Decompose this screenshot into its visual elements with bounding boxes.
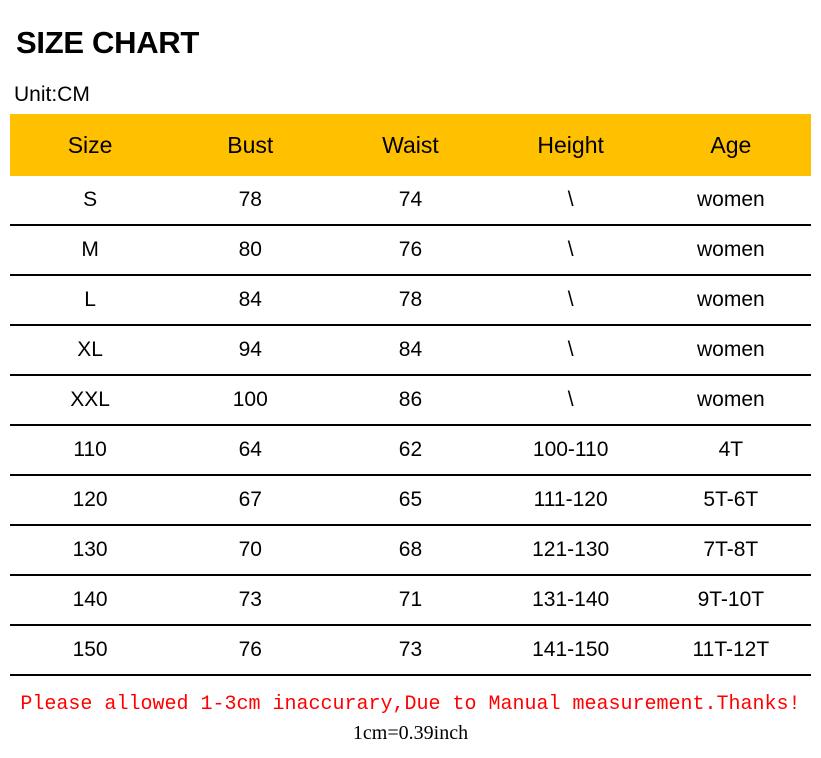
cell-size: XXL [70, 388, 110, 411]
table-row [10, 626, 811, 676]
table-header-row [10, 114, 811, 176]
cell-bust: 100 [232, 388, 268, 411]
cell-age: women [696, 338, 765, 361]
cell-size: M [81, 238, 99, 261]
cell-age: women [696, 188, 765, 211]
cell-bust: 80 [238, 238, 262, 261]
cell-bust: 67 [238, 488, 262, 511]
cell-waist: 62 [398, 438, 423, 461]
cell-height: \ [567, 338, 574, 361]
cell-age: women [696, 388, 765, 411]
cell-size: 110 [73, 438, 107, 461]
header-waist: Waist [382, 132, 439, 158]
cell-height: 141-150 [532, 638, 610, 661]
cell-waist: 74 [398, 188, 423, 211]
conversion-note: 1cm=0.39inch [352, 722, 469, 744]
cell-bust: 84 [238, 288, 262, 311]
table-row [10, 576, 811, 626]
cell-height: 100-110 [532, 438, 609, 461]
cell-age: women [696, 288, 765, 311]
table-row [10, 226, 811, 276]
cell-size: 140 [72, 588, 108, 611]
cell-waist: 76 [398, 238, 423, 261]
cell-bust: 76 [238, 638, 262, 661]
table-row [10, 426, 811, 476]
page-title: SIZE CHART [16, 25, 200, 60]
header-age: Age [710, 132, 752, 158]
cell-bust: 78 [238, 188, 262, 211]
table-row [10, 176, 811, 226]
cell-waist: 84 [398, 338, 423, 361]
cell-bust: 73 [238, 588, 262, 611]
cell-age: 4T [718, 438, 744, 461]
cell-age: 7T-8T [703, 538, 759, 561]
cell-size: 150 [72, 638, 108, 661]
header-bust: Bust [227, 132, 274, 158]
table-row [10, 376, 811, 426]
cell-waist: 78 [398, 288, 423, 311]
cell-waist: 73 [398, 638, 423, 661]
table-row [10, 326, 811, 376]
cell-waist: 71 [398, 588, 423, 611]
unit-label: Unit:CM [14, 83, 90, 106]
cell-bust: 94 [238, 338, 262, 361]
cell-height: 111-120 [533, 488, 608, 511]
cell-bust: 64 [238, 438, 262, 461]
cell-size: XL [77, 338, 103, 361]
cell-size: 130 [72, 538, 108, 561]
cell-age: 11T-12T [692, 638, 770, 661]
cell-height: \ [567, 238, 574, 261]
cell-age: 5T-6T [703, 488, 759, 511]
measurement-note: Please allowed 1-3cm inaccurary,Due to Manual measurement.Thanks! [20, 693, 801, 716]
cell-waist: 65 [398, 488, 423, 511]
cell-height: 121-130 [532, 538, 610, 561]
table-row [10, 526, 811, 576]
table-row [10, 476, 811, 526]
table-row [10, 276, 811, 326]
cell-bust: 70 [238, 538, 262, 561]
cell-height: \ [567, 188, 574, 211]
cell-size: S [83, 188, 98, 211]
header-height: Height [537, 132, 604, 158]
header-size: Size [67, 132, 113, 158]
cell-height: 131-140 [532, 588, 610, 611]
cell-size: 120 [72, 488, 108, 511]
cell-age: women [696, 238, 765, 261]
cell-height: \ [567, 288, 574, 311]
cell-waist: 86 [398, 388, 423, 411]
cell-waist: 68 [398, 538, 423, 561]
cell-age: 9T-10T [697, 588, 765, 611]
cell-size: L [84, 288, 96, 311]
size-chart-table [10, 114, 811, 676]
cell-height: \ [567, 388, 574, 411]
